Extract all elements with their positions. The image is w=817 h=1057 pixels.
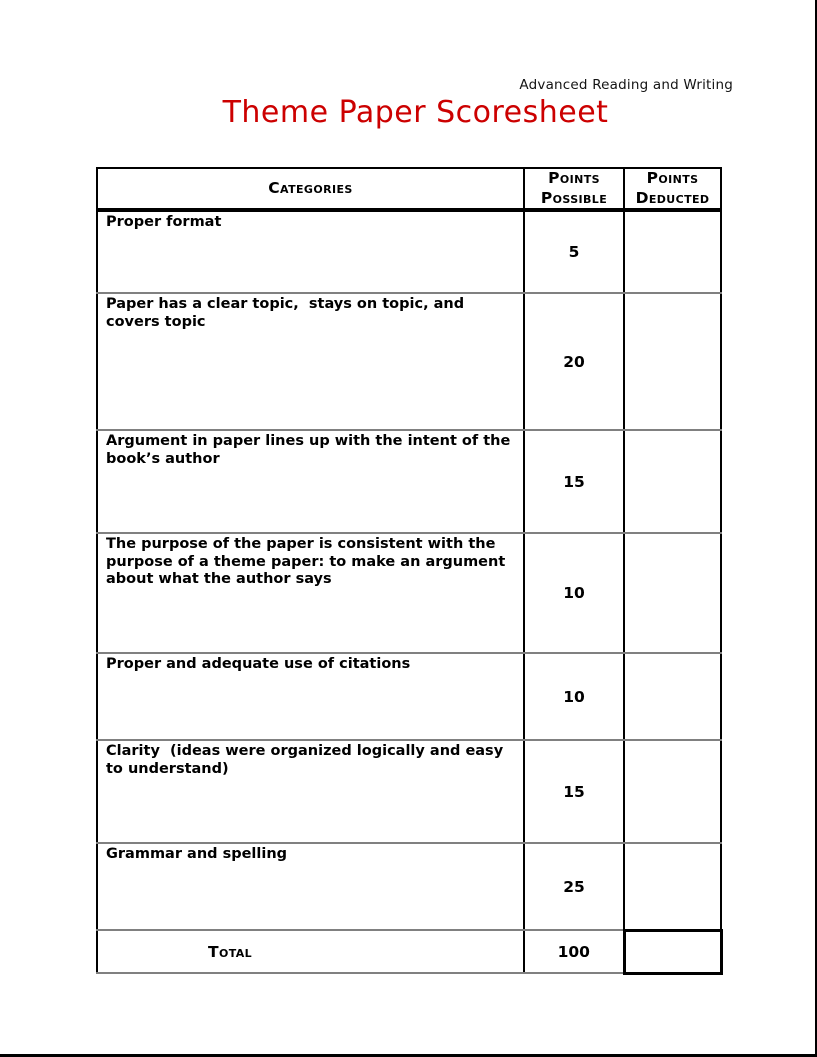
table-row [97, 293, 721, 430]
category-cell: Grammar and spelling [97, 843, 524, 930]
points-possible-cell: 10 [524, 653, 624, 740]
header-row [97, 168, 721, 210]
points-possible-cell: 25 [524, 843, 624, 930]
points-deducted-cell [624, 843, 721, 930]
points-possible-cell: 10 [524, 533, 624, 653]
column-header-points-deducted: Points Deducted [624, 168, 721, 210]
category-cell: The purpose of the paper is consistent with the purpose of a theme paper: to make an argument about what the author says [97, 533, 524, 653]
column-header-points-possible: Points Possible [524, 168, 624, 210]
points-possible-cell: 5 [524, 210, 624, 293]
total-points-possible-cell: 100 [524, 930, 624, 973]
points-possible-cell: 15 [524, 430, 624, 533]
points-deducted-cell [624, 533, 721, 653]
table-row [97, 740, 721, 843]
table-row [97, 653, 721, 740]
points-possible-cell: 15 [524, 740, 624, 843]
course-label: Advanced Reading and Writing [519, 77, 733, 93]
total-label-cell: Total [97, 930, 524, 973]
table-row [97, 533, 721, 653]
points-deducted-cell [624, 293, 721, 430]
points-deducted-cell [624, 740, 721, 843]
column-header-categories: Categories [97, 168, 524, 210]
table-row [97, 843, 721, 930]
points-deducted-cell [624, 210, 721, 293]
total-row [97, 930, 721, 973]
category-cell: Clarity (ideas were organized logically and easy to understand) [97, 740, 524, 843]
category-cell: Paper has a clear topic, stays on topic, and covers topic [97, 293, 524, 430]
category-cell: Argument in paper lines up with the intent of the book’s author [97, 430, 524, 533]
table-row [97, 430, 721, 533]
page-title: Theme Paper Scoresheet [222, 95, 609, 130]
scoresheet-table [96, 167, 723, 975]
category-cell: Proper format [97, 210, 524, 293]
points-deducted-cell [624, 430, 721, 533]
category-cell: Proper and adequate use of citations [97, 653, 524, 740]
points-possible-cell: 20 [524, 293, 624, 430]
total-points-deducted-cell [624, 930, 721, 973]
points-deducted-cell [624, 653, 721, 740]
table-row [97, 210, 721, 293]
